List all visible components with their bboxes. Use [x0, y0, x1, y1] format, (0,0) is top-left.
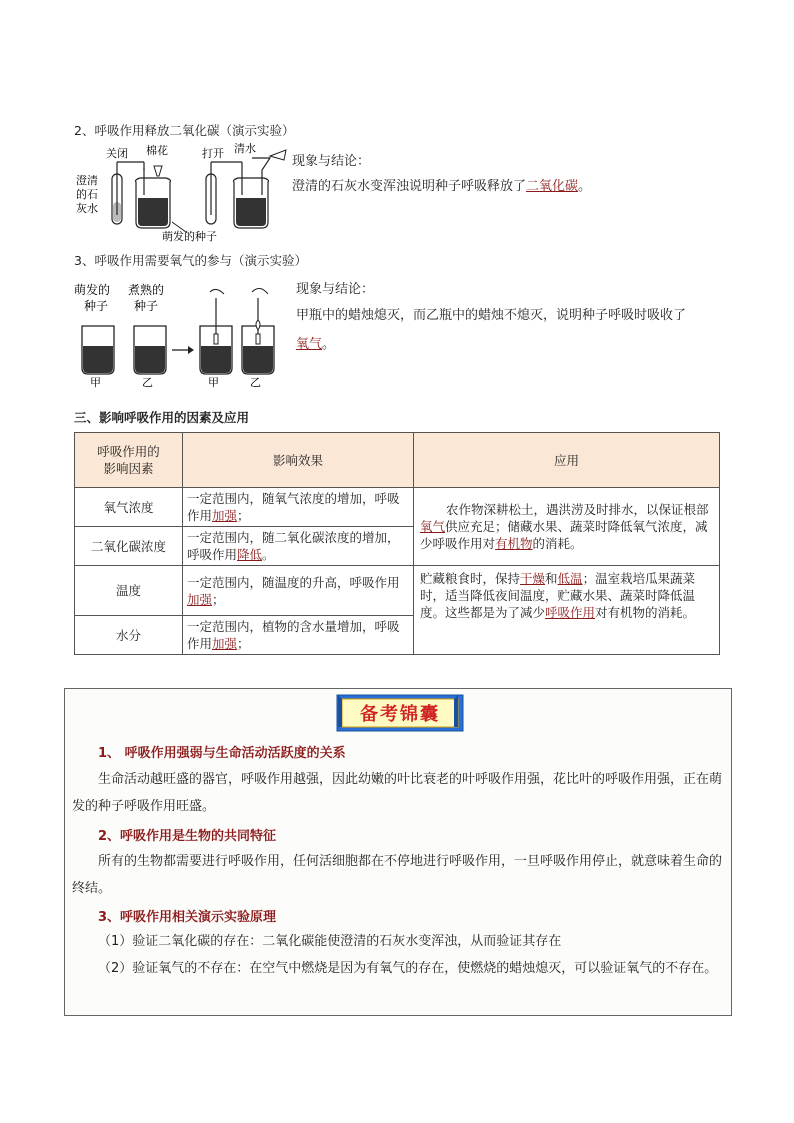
label-cooked: 煮熟的	[128, 283, 165, 297]
effect-pre: 一定范围内，随温度的升高，呼吸作用	[187, 574, 400, 590]
tip-paragraph-2: 所有的生物都需要进行呼吸作用，任何活细胞都在不停地进行呼吸作用，一旦呼吸作用停止，就意味着生命的终结。	[72, 854, 723, 896]
exp3-result-title: 现象与结论：	[296, 282, 375, 297]
effect-answer: 加强	[187, 591, 213, 607]
tip-heading-3: 3、呼吸作用相关演示实验原理	[98, 910, 277, 925]
tip-paragraph-4: （2）验证氧气的不存在：在空气中燃烧是因为有氧气的存在，使燃烧的蜡烛熄灭，可以验证氧气的不存在。	[98, 961, 718, 976]
label-jia-2: 甲	[208, 376, 219, 388]
app1-p2: 供应充足；储藏水果、蔬菜时降低氧气浓度，减少呼吸作用对	[420, 519, 708, 551]
app1-a1: 氧气	[420, 519, 446, 534]
header-factor	[75, 433, 183, 488]
effect-pre: 一定范围内，随氧气浓度的增加，呼吸作用	[187, 491, 400, 523]
exp3-result-line2	[296, 333, 335, 352]
label-clear-lime-1: 澄清	[76, 174, 98, 187]
exp2-result-pre: 澄清的石灰水变浑浊说明种子呼吸释放了	[292, 179, 527, 194]
app2-p1: 贮藏粮食时，保持	[420, 571, 521, 586]
tip-paragraph-1: 生命活动越旺盛的器官，呼吸作用越强，因此幼嫩的叶比衰老的叶呼吸作用强，花比叶的呼吸作用强，正在萌发的种子呼吸作用旺盛。	[72, 772, 723, 814]
effect-answer: 加强	[212, 636, 238, 651]
tip-heading-1: 1、 呼吸作用强弱与生命活动活跃度的关系	[98, 746, 346, 761]
label-jia-1: 甲	[90, 376, 101, 388]
tips-banner	[336, 694, 464, 732]
factor-cell: 水分	[75, 616, 183, 655]
exp3-result-line1: 甲瓶中的蜡烛熄灭，而乙瓶中的蜡烛不熄灭，说明种子呼吸时吸收了	[296, 308, 687, 323]
label-clear-lime-2: 的石	[76, 188, 98, 201]
header-application: 应用	[414, 433, 720, 488]
effect-answer: 加强	[212, 508, 238, 523]
header-effect: 影响效果	[183, 433, 414, 488]
effect-post: 。	[262, 547, 275, 562]
exp3-answer: 氧气	[296, 337, 323, 352]
application-cell-2	[414, 566, 720, 655]
app1-a2: 有机物	[495, 536, 533, 551]
effect-cell	[183, 616, 414, 655]
factor-cell: 温度	[75, 566, 183, 616]
header-factor-l1: 呼吸作用的	[97, 444, 160, 459]
effect-post: ；	[237, 636, 250, 651]
label-close: 关闭	[106, 147, 128, 160]
label-yi-1: 乙	[142, 376, 153, 388]
label-sprout: 萌发的	[74, 283, 111, 297]
effect-post: ；	[237, 508, 250, 523]
table-row	[75, 488, 720, 527]
app2-a2: 低温	[557, 571, 583, 586]
label-limewater: 清水	[234, 142, 256, 155]
section3-heading: 三、影响呼吸作用的因素及应用	[74, 410, 250, 425]
effect-cell	[183, 488, 414, 527]
table-row	[75, 566, 720, 616]
label-cotton: 棉花	[146, 144, 168, 157]
app2-p2: 和	[545, 571, 558, 586]
oxygen-experiment-figure	[74, 278, 286, 388]
label-open: 打开	[202, 147, 224, 160]
exp2-answer: 二氧化碳	[526, 179, 579, 194]
exp2-result	[292, 175, 591, 194]
app2-a3: 呼吸作用	[545, 605, 596, 620]
co2-experiment-figure	[74, 140, 290, 244]
application-cell-1	[414, 488, 720, 566]
header-factor-l2: 影响因素	[103, 461, 154, 476]
effect-pre: 一定范围内，植物的含水量增加，呼吸作用	[187, 619, 400, 651]
factor-cell: 二氧化碳浓度	[75, 527, 183, 566]
tip-heading-2: 2、呼吸作用是生物的共同特征	[98, 829, 277, 844]
label-seeds: 萌发的种子	[162, 230, 217, 243]
factors-table	[74, 432, 720, 655]
label-seed-2: 种子	[134, 299, 159, 313]
label-yi-2: 乙	[250, 376, 261, 388]
tip-paragraph-3: （1）验证二氧化碳的存在：二氧化碳能使澄清的石灰水变浑浊，从而验证其存在	[98, 934, 562, 949]
exp3-result-post: 。	[322, 337, 336, 352]
effect-cell	[183, 566, 414, 616]
app1-p3: 的消耗。	[532, 536, 583, 551]
effect-cell	[183, 527, 414, 566]
app2-a1: 干燥	[520, 571, 546, 586]
exp3-heading: 3、呼吸作用需要氧气的参与（演示实验）	[74, 253, 307, 268]
tips-banner-text: 备考锦囊	[360, 704, 440, 725]
effect-answer: 降低	[237, 547, 263, 562]
label-clear-lime-3: 灰水	[76, 202, 98, 215]
app2-p3: ；温室栽培瓜果蔬菜时，适当降低夜间温度，贮藏水果、蔬菜时降低温度。这些都是为了减少	[420, 571, 696, 620]
app2-p4: 对有机物的消耗。	[595, 605, 696, 620]
label-seed-1: 种子	[84, 299, 109, 313]
effect-post: ；	[212, 591, 225, 607]
table-header-row	[75, 433, 720, 488]
exp2-heading: 2、呼吸作用释放二氧化碳（演示实验）	[74, 123, 295, 138]
exp2-result-post: 。	[578, 179, 592, 194]
exp2-result-title: 现象与结论：	[292, 154, 371, 169]
app1-p1: 农作物深耕松土，遇洪涝及时排水，以保证根部	[446, 502, 709, 517]
factor-cell: 氧气浓度	[75, 488, 183, 527]
effect-pre: 一定范围内，随二氧化碳浓度的增加，呼吸作用	[187, 530, 400, 562]
